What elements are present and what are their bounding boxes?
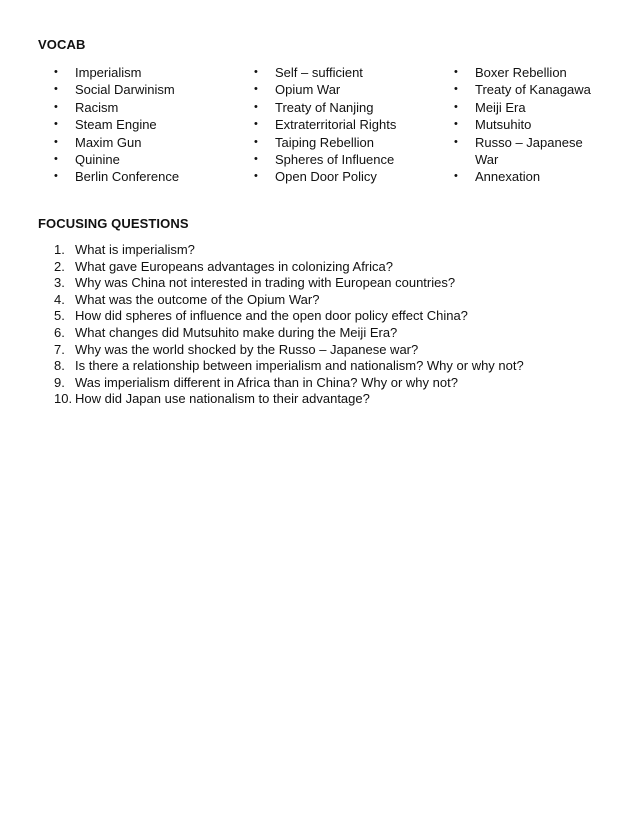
bullet-icon: • xyxy=(54,66,58,78)
question-item xyxy=(54,342,614,359)
vocab-item xyxy=(254,151,434,168)
vocab-term: Racism xyxy=(75,99,119,115)
question-text: Why was the world shocked by the Russo – Japanese war? xyxy=(75,341,419,357)
question-item xyxy=(54,358,614,375)
question-item xyxy=(54,259,614,276)
vocab-item xyxy=(454,64,604,81)
bullet-icon: • xyxy=(54,170,58,183)
vocab-item xyxy=(454,81,604,98)
vocab-item xyxy=(254,99,434,116)
vocab-item xyxy=(454,99,604,116)
vocab-term: Steam Engine xyxy=(75,117,157,133)
vocab-item xyxy=(54,64,224,81)
question-item xyxy=(54,292,614,309)
focusing-questions-heading: FOCUSING QUESTIONS xyxy=(38,216,189,231)
bullet-icon: • xyxy=(254,100,258,113)
question-text: Why was China not interested in trading with European countries? xyxy=(75,275,456,291)
questions-list xyxy=(54,242,614,408)
vocab-term: Open Door Policy xyxy=(275,169,377,185)
bullet-icon: • xyxy=(254,153,258,166)
question-number: 7. xyxy=(54,341,65,357)
bullet-icon: • xyxy=(254,135,258,148)
vocab-heading: VOCAB xyxy=(38,37,86,52)
vocab-item xyxy=(254,168,434,185)
vocab-term: Spheres of Influence xyxy=(275,152,395,168)
question-number: 5. xyxy=(54,308,65,324)
bullet-icon: • xyxy=(54,118,58,131)
vocab-item xyxy=(454,134,604,169)
question-item xyxy=(54,391,614,408)
vocab-term: Taiping Rebellion xyxy=(275,134,375,150)
question-item xyxy=(54,275,614,292)
vocab-term: Imperialism xyxy=(75,65,142,80)
bullet-icon: • xyxy=(54,153,58,166)
question-text: How did Japan use nationalism to their advantage? xyxy=(75,391,370,407)
vocab-term: Social Darwinism xyxy=(75,82,175,98)
vocab-column-2 xyxy=(254,64,434,186)
vocab-item xyxy=(254,134,434,151)
bullet-icon: • xyxy=(254,118,258,131)
vocab-term: Treaty of Kanagawa xyxy=(475,82,591,98)
vocab-term: Opium War xyxy=(275,82,341,98)
vocab-item xyxy=(54,81,224,98)
bullet-icon: • xyxy=(254,83,258,96)
question-number: 6. xyxy=(54,324,65,340)
vocab-item xyxy=(254,81,434,98)
bullet-icon: • xyxy=(254,66,258,78)
bullet-icon: • xyxy=(454,66,458,78)
question-text: What is imperialism? xyxy=(75,242,195,257)
question-text: Was imperialism different in Africa than in China? Why or why not? xyxy=(75,374,458,390)
bullet-icon: • xyxy=(254,170,258,183)
vocab-term: Self – sufficient xyxy=(275,65,363,80)
question-text: What was the outcome of the Opium War? xyxy=(75,291,320,307)
vocab-term: Meiji Era xyxy=(475,99,526,115)
vocab-term: Berlin Conference xyxy=(75,169,180,185)
question-item xyxy=(54,242,614,259)
bullet-icon: • xyxy=(454,170,458,183)
question-number: 1. xyxy=(54,242,65,257)
vocab-item xyxy=(254,116,434,133)
vocab-column-3 xyxy=(454,64,604,186)
vocab-item xyxy=(54,134,224,151)
vocab-term: Mutsuhito xyxy=(475,117,532,133)
bullet-icon: • xyxy=(54,100,58,113)
bullet-icon: • xyxy=(454,118,458,131)
vocab-term: Maxim Gun xyxy=(75,134,142,150)
vocab-item xyxy=(54,116,224,133)
question-text: What gave Europeans advantages in colonizing Africa? xyxy=(75,258,393,274)
vocab-column-1 xyxy=(54,64,224,186)
question-number: 10. xyxy=(54,391,73,407)
question-text: Is there a relationship between imperialism and nationalism? Why or why not? xyxy=(75,358,524,374)
bullet-icon: • xyxy=(54,135,58,148)
vocab-term: Treaty of Nanjing xyxy=(275,99,374,115)
vocab-term: Boxer Rebellion xyxy=(475,65,567,80)
question-number: 3. xyxy=(54,275,65,291)
vocab-term: Russo – Japanese War xyxy=(475,134,583,168)
question-item xyxy=(54,308,614,325)
vocab-item xyxy=(454,168,604,185)
bullet-icon: • xyxy=(454,135,458,148)
vocab-item xyxy=(54,168,224,185)
question-item xyxy=(54,325,614,342)
question-number: 9. xyxy=(54,374,65,390)
question-item xyxy=(54,375,614,392)
bullet-icon: • xyxy=(454,83,458,96)
question-number: 4. xyxy=(54,291,65,307)
question-number: 2. xyxy=(54,258,65,274)
vocab-term: Quinine xyxy=(75,152,120,168)
vocab-term: Annexation xyxy=(475,169,541,185)
bullet-icon: • xyxy=(54,83,58,96)
question-text: How did spheres of influence and the open door policy effect China? xyxy=(75,308,468,324)
vocab-item xyxy=(54,99,224,116)
vocab-item xyxy=(454,116,604,133)
vocab-term: Extraterritorial Rights xyxy=(275,117,397,133)
vocab-item xyxy=(254,64,434,81)
vocab-item xyxy=(54,151,224,168)
question-text: What changes did Mutsuhito make during the Meiji Era? xyxy=(75,324,398,340)
question-number: 8. xyxy=(54,358,65,374)
bullet-icon: • xyxy=(454,100,458,113)
